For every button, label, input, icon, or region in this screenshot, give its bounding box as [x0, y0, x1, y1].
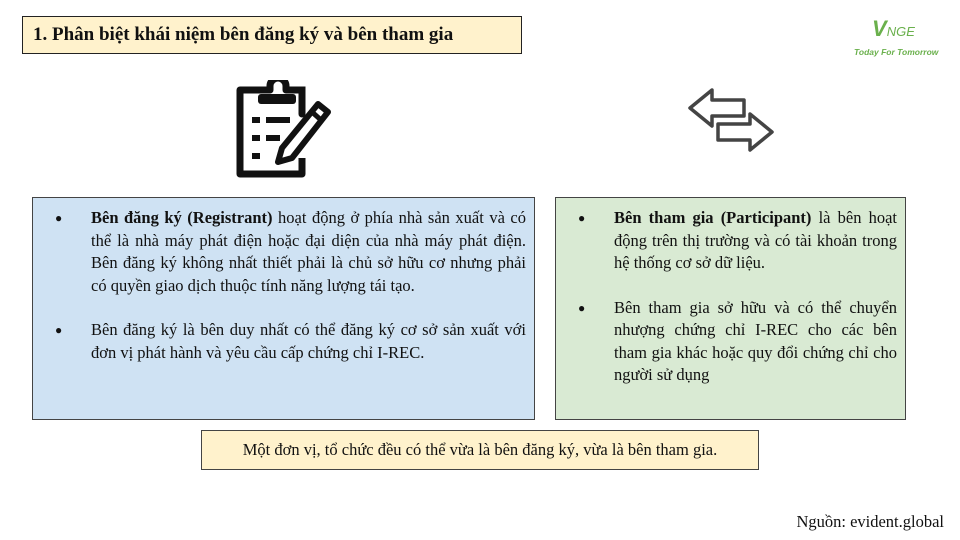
participant-panel	[555, 197, 906, 420]
registrant-definition: hoạt động ở phía nhà sản xuất và có thể là nhà máy phát điện hoặc đại diện của nhà máy phát điện. Bên đăng ký không nhất thiết phải là chủ sở hữu cơ nhưng phải có quyền giao dịch thuộc tính năng lượng tái tạo.	[91, 208, 526, 295]
participant-note: Bên tham gia sở hữu và có thể chuyển nhượng chứng chỉ I-REC cho các bên tham gia khác hoặc quy đổi chứng chỉ cho người sử dụng	[614, 297, 897, 384]
participant-term: Bên tham gia (Participant)	[614, 208, 812, 227]
logo-mark: VNGE	[872, 16, 915, 41]
clipboard-edit-icon	[232, 80, 336, 180]
registrant-panel	[32, 197, 535, 420]
slide-title	[22, 16, 522, 54]
list-item	[55, 319, 526, 364]
bullet: ●	[55, 211, 63, 225]
registrant-term: Bên đăng ký (Registrant)	[91, 208, 273, 227]
list-item	[578, 207, 897, 275]
bullet: ●	[55, 323, 63, 337]
summary-note	[201, 430, 759, 470]
participant-definition: là bên hoạt động trên thị trường và có tài khoản trong hệ thống cơ sở dữ liệu.	[614, 208, 897, 272]
vnge-logo	[848, 12, 948, 64]
list-item	[578, 297, 897, 387]
source-citation: Nguồn: evident.global	[796, 512, 944, 531]
list-item	[55, 207, 526, 297]
registrant-note: Bên đăng ký là bên duy nhất có thể đăng ký cơ sở sản xuất với đơn vị phát hành và yêu cầu cấp chứng chỉ I-REC.	[91, 320, 526, 362]
swap-arrows-icon	[686, 86, 776, 154]
summary-note-text: Một đơn vị, tổ chức đều có thể vừa là bên đăng ký, vừa là bên tham gia.	[242, 440, 718, 459]
slide-title-text: 1. Phân biệt khái niệm bên đăng ký và bên tham gia	[33, 24, 454, 45]
bullet: ●	[578, 300, 586, 315]
bullet: ●	[578, 211, 586, 225]
logo-tagline: Today For Tomorrow	[854, 47, 939, 57]
